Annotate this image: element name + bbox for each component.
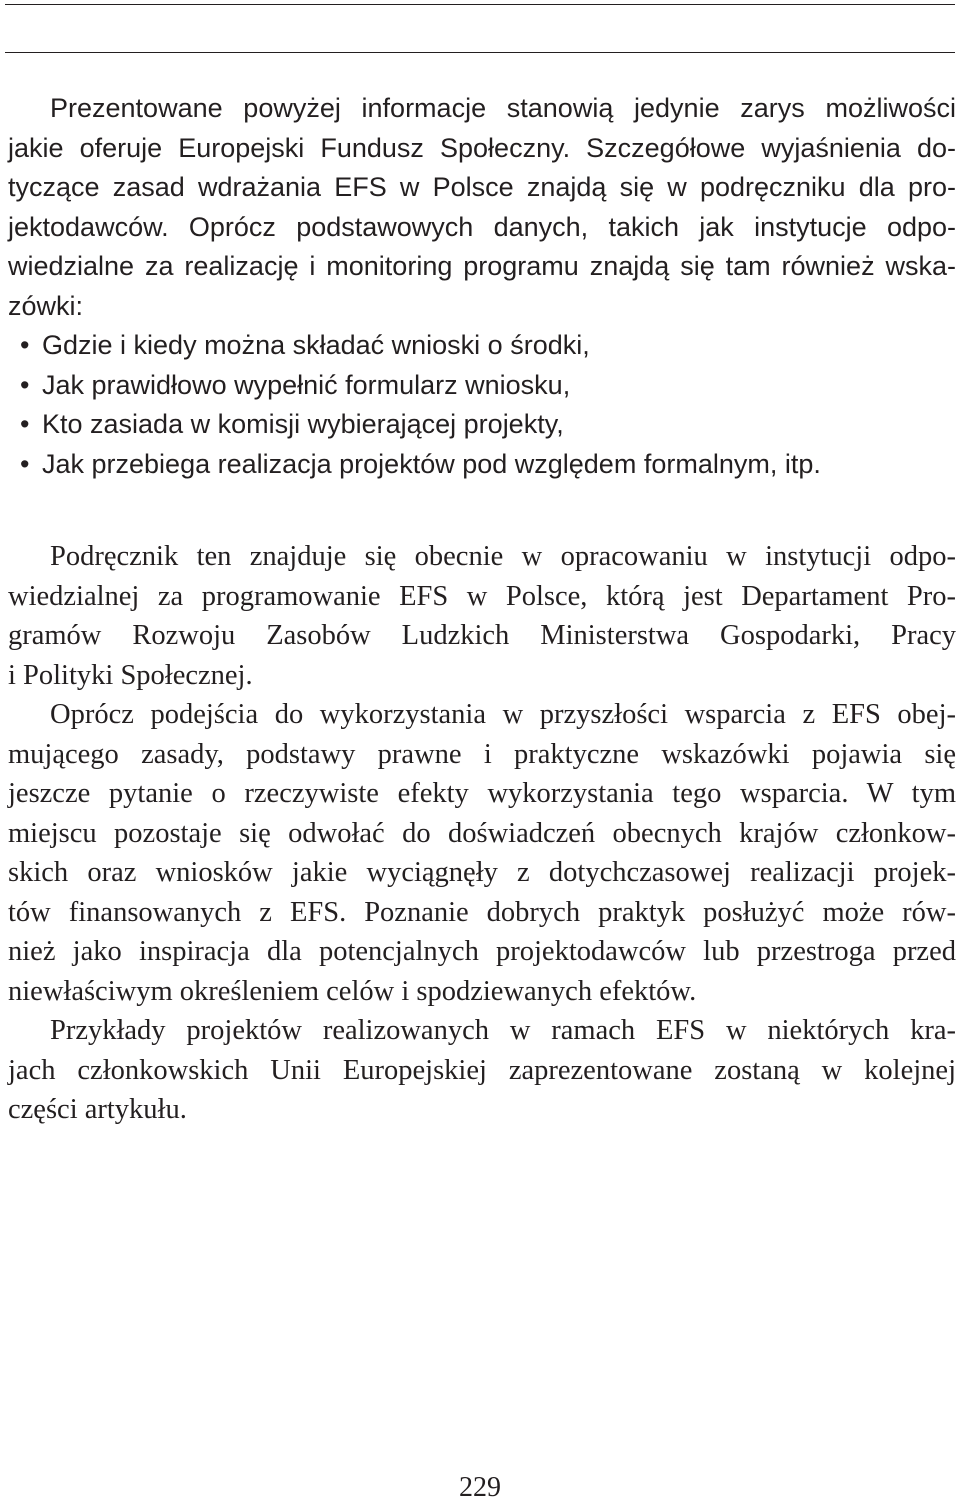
text-line: Oprócz podejścia do wykorzystania w przyszłości wsparcia z EFS obej-: [50, 699, 956, 730]
bullet-icon: •: [20, 330, 30, 360]
paragraph-effects: [8, 695, 956, 1011]
bullet-icon: •: [20, 448, 30, 479]
text-line: gramów Rozwoju Zasobów Ludzkich Ministerstwa Gospodarki, Pracy: [8, 620, 956, 651]
main-section: [8, 537, 956, 1130]
text-line: skich oraz wniosków jakie wyciągnęły z dotychczasowej realizacji projek-: [8, 857, 956, 888]
list-item-text: Gdzie i kiedy można składać wnioski o środki,: [42, 330, 590, 360]
text-line: tów finansowanych z EFS. Poznanie dobrych praktyk posłużyć może rów-: [8, 896, 956, 928]
text-line: wiedzialne za realizację i monitoring programu znajdą się tam również wska-: [8, 251, 956, 281]
bullet-icon: •: [20, 369, 30, 400]
text-line: jach członkowskich Unii Europejskiej zaprezentowane zostaną w kolejnej: [8, 1054, 956, 1086]
list-item-text: Jak przebiega realizacja projektów pod względem formalnym, itp.: [42, 448, 821, 479]
text-line: wiedzialnej za programowanie EFS w Polsce, którą jest Departament Pro-: [8, 580, 956, 612]
list-item-text: Kto zasiada w komisji wybierającej projekty,: [42, 409, 564, 439]
text-line: tyczące zasad wdrażania EFS w Polsce znajdą się w podręczniku dla pro-: [8, 172, 956, 202]
list-item: [8, 445, 956, 485]
text-line: jektodawców. Oprócz podstawowych danych, takich jak instytucje odpo-: [8, 211, 956, 242]
header-rule-bottom: [5, 52, 955, 53]
text-line: zówki:: [8, 290, 84, 321]
text-line: Prezentowane powyżej informacje stanowią jedynie zarys możliwości: [50, 93, 956, 123]
header-rule-top: [5, 4, 955, 5]
text-line: miejscu pozostaje się odwołać do doświadczeń obecnych krajów członkow-: [8, 817, 956, 849]
page-number: 229: [459, 1472, 501, 1503]
text-line: mującego zasady, podstawy prawne i praktyczne wskazówki pojawia się: [8, 738, 956, 770]
paragraph-handbook: [8, 537, 956, 695]
text-line: jakie oferuje Europejski Fundusz Społeczny. Szczegółowe wyjaśnienia do-: [8, 132, 956, 163]
text-line: nież jako inspiracja dla potencjalnych projektodawców lub przestroga przed: [8, 936, 956, 967]
list-item-text: Jak prawidłowo wypełnić formularz wniosku,: [42, 369, 571, 400]
paragraph-intro: [8, 89, 956, 326]
list-item: [8, 405, 956, 445]
text-line: części artykułu.: [8, 1094, 187, 1125]
list-item: [8, 366, 956, 406]
text-line: i Polityki Społecznej.: [8, 659, 253, 691]
text-line: jeszcze pytanie o rzeczywiste efekty wykorzystania tego wsparcia. W tym: [8, 778, 956, 809]
text-line: Podręcznik ten znajduje się obecnie w opracowaniu w instytucji odpo-: [50, 541, 956, 572]
list-item: [8, 326, 956, 366]
paragraph-examples: [8, 1011, 956, 1130]
intro-section: [8, 89, 956, 484]
text-line: niewłaściwym określeniem celów i spodziewanych efektów.: [8, 975, 697, 1007]
bullet-list: [8, 326, 956, 484]
bullet-icon: •: [20, 409, 30, 439]
text-line: Przykłady projektów realizowanych w ramach EFS w niektórych kra-: [50, 1015, 956, 1046]
